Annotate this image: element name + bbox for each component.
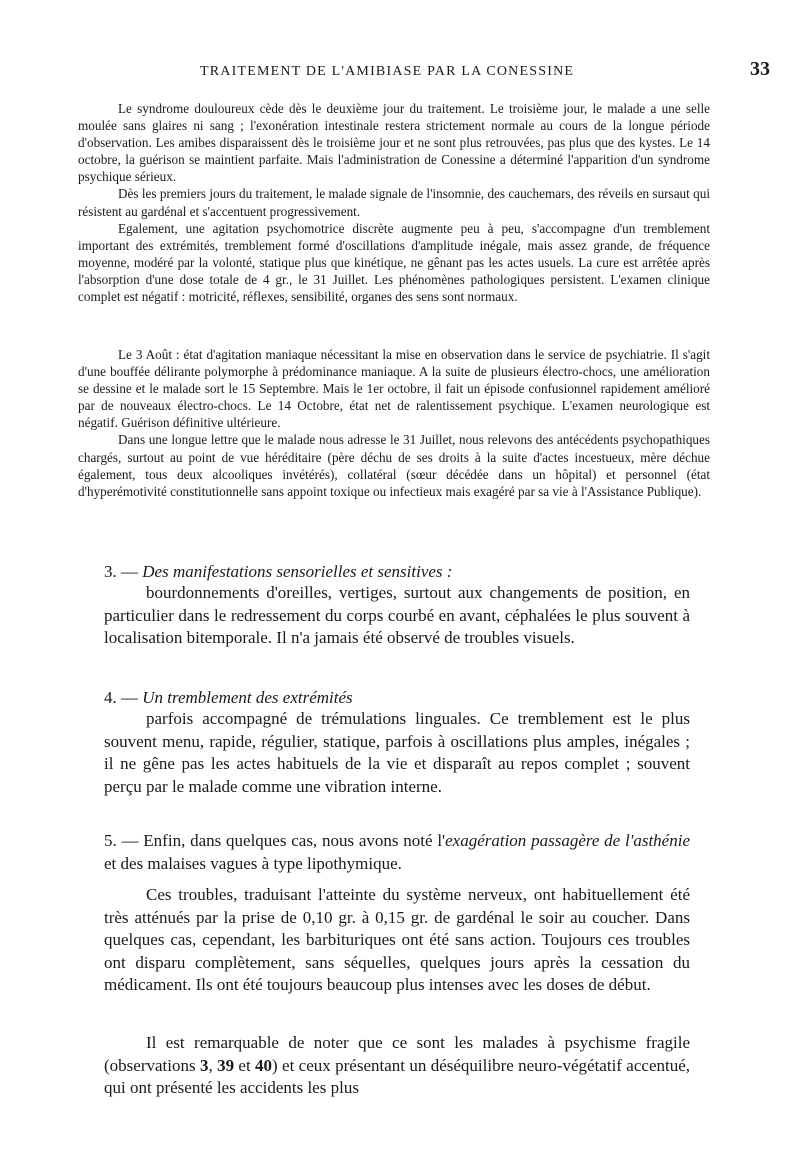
section-text: parfois accompagné de trémulations linguales. Ce tremblement est le plus souvent menu, rapide, régulier, statique, parfois à oscillations plus amples, inégales ; il ne gêne pas les actes habituels de la vie et disparaît au repos complet ; souvent perçu par le malade comme une vibration interne.: [104, 709, 690, 796]
section-body: [104, 708, 690, 798]
section-number: 4. —: [104, 688, 138, 707]
observation-outcome: [78, 346, 710, 500]
paragraph-lead: Il est remarquable de noter que ce sont les malades à psychisme fragile (observations: [104, 1033, 690, 1075]
section-4: [104, 688, 690, 798]
separator: ,: [208, 1055, 218, 1075]
observation-ref: 39: [217, 1055, 235, 1075]
paragraph: Dans une longue lettre que le malade nous adresse le 31 Juillet, nous relevons des antécédents psychopathiques chargés, surtout au point de vue héréditaire (père déchu de ses droits à la suite d'actes incestueux, mère déchue également, tous deux alcooliques invétérés), collatéral (sœur décédée dans un hôpital) et personnel (état d'hyperémotivité constitutionnelle sans appoint toxique ou infectieux mais exagéré par sa vie à l'Assistance Publique).: [78, 432, 710, 499]
section-number: 3. —: [104, 562, 138, 581]
paragraph: Egalement, une agitation psychomotrice discrète augmente peu à peu, s'accompagne d'un tremblement important des extrémités, tremblement formé d'oscillations d'amplitude inégale, mais assez grande, de fréquence moyenne, modéré par la volonté, statique plus que kinétique, ne gênant pas les actes usuels. La cure est arrêtée après l'absorption d'une dose totale de 4 gr., le 31 Juillet. Les phénomènes pathologiques persistent. L'examen clinique complet est négatif : motricité, réflexes, sensibilité, organes des sens sont normaux.: [78, 220, 710, 305]
observation-ref: 40: [255, 1055, 273, 1075]
section-text: bourdonnements d'oreilles, vertiges, surtout aux changements de position, en particulier dans le redressement du corps courbé en avant, céphalées le plus souvent à localisation bitemporale. Il n'a jamais été observé de troubles visuels.: [104, 583, 690, 647]
paragraph-tail: ) et ceux présentant un déséquilibre neuro-végétatif accentué, qui ont présenté les accidents les plus: [104, 1055, 691, 1097]
section-title: Des manifestations sensorielles et sensitives :: [142, 562, 453, 581]
section-tail: et des malaises vagues à type lipothymique.: [104, 853, 402, 873]
section-heading: [104, 688, 690, 708]
section-title: Un tremblement des extrémités: [142, 688, 353, 707]
section-heading: [104, 562, 690, 582]
section-lead: 5. — Enfin, dans quelques cas, nous avons noté l': [104, 831, 446, 850]
section-5: [104, 830, 690, 875]
separator: et: [234, 1055, 256, 1075]
paragraph: Le 3 Août : état d'agitation maniaque nécessitant la mise en observation dans le service de psychiatrie. Il s'agit d'une bouffée délirante polymorphe à prédominance maniaque. A la suite de plusieurs électro-chocs, une amélioration se dessine et le malade sort le 15 Septembre. Mais le 1er octobre, il fait un épisode confusionnel rapidement amélioré par de nouveaux électro-chocs. Le 14 Octobre, état net de ralentissement psychique. L'examen neurologique est négatif. Guérison définitive ultérieure.: [78, 347, 710, 431]
observation-ref: 3: [199, 1055, 209, 1075]
paragraph: Dès les premiers jours du traitement, le malade signale de l'insomnie, des cauchemars, des réveils en sursaut qui résistent au gardénal et s'accentuent progressivement.: [78, 186, 710, 219]
section-emphasis: exagération passagère de l'asthénie: [445, 831, 690, 850]
running-title: TRAITEMENT DE L'AMIBIASE PAR LA CONESSINE: [200, 64, 575, 79]
paragraph-troubles: Ces troubles, traduisant l'atteinte du système nerveux, ont habituellement été très atténués par la prise de 0,10 gr. à 0,15 gr. de gardénal le soir au coucher. Dans quelques cas, cependant, les barbituriques ont été sans action. Toujours ces troubles ont disparu complètement, sans séquelles, quelques jours après la cessation du médicament. Ils ont été toujours beaucoup plus intenses avec les doses de début.: [104, 885, 690, 994]
page-header: [100, 58, 770, 86]
observation-continuation: [78, 100, 710, 305]
page-number: 33: [750, 58, 770, 80]
paragraph-remarque: [104, 1032, 690, 1100]
section-3: [104, 562, 690, 650]
section-body: [104, 830, 690, 875]
paragraph: Le syndrome douloureux cède dès le deuxième jour du traitement. Le troisième jour, le malade a une selle moulée sans glaires ni sang ; l'exonération intestinale restera strictement normale au cours de la longue période d'observation. Les amibes disparaissent dès le troisième jour et ne sont plus retrouvées, pas plus que des kystes. Le 14 octobre, la guérison se maintient parfaite. Mais l'administration de Conessine a déterminé l'apparition d'un syndrome psychique sérieux.: [78, 101, 710, 185]
section-body: [104, 582, 690, 650]
